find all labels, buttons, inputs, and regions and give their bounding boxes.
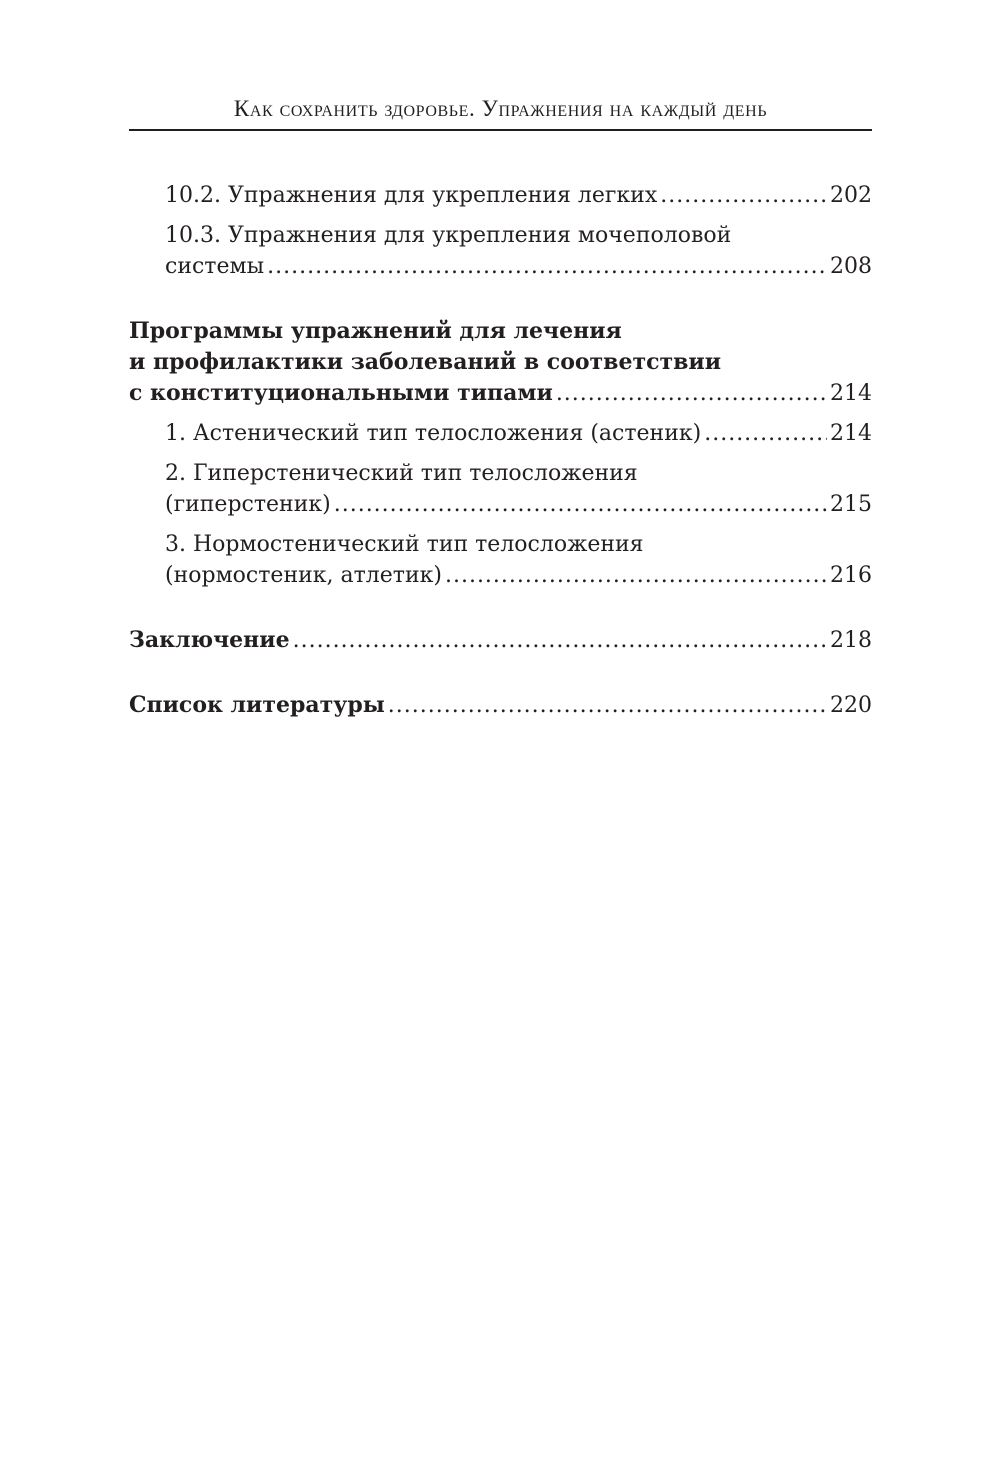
dot-leader	[334, 489, 827, 520]
header-rule	[129, 129, 872, 131]
toc-entry-title: Список литературы	[129, 692, 385, 718]
toc-entry-conclusion[interactable]	[129, 625, 872, 656]
toc-entry-10-2[interactable]	[129, 180, 872, 211]
dot-leader	[704, 418, 827, 449]
toc-entry-normosthenic[interactable]	[129, 529, 872, 591]
toc-entry-bibliography[interactable]	[129, 690, 872, 721]
toc-entry-title-cont: с конституциональными типами	[129, 380, 553, 406]
dot-leader	[267, 251, 827, 282]
toc-entry-title-cont: системы	[165, 254, 265, 279]
dot-leader	[293, 625, 827, 656]
toc-entry-title: Программы упражнений для лечения	[129, 318, 622, 344]
toc-entry-hypersthenic[interactable]	[129, 458, 872, 520]
dot-leader	[445, 560, 827, 591]
toc-entry-title: 10.2. Упражнения для укрепления легких	[165, 183, 658, 208]
toc-entry-title: 3. Нормостенический тип телосложения	[165, 532, 644, 557]
page-number: 214	[830, 421, 872, 446]
toc-entry-asthenic[interactable]	[129, 418, 872, 449]
toc-entry-programs[interactable]	[129, 316, 872, 409]
running-head: Как сохранить здоровье. Упражнения на каждый день	[233, 96, 768, 121]
dot-leader	[660, 180, 827, 211]
toc-entry-title: Заключение	[129, 627, 290, 653]
toc-entry-title: 10.3. Упражнения для укрепления мочеполовой	[165, 223, 732, 248]
page-number: 202	[830, 183, 872, 208]
page-number: 218	[830, 628, 872, 653]
page-number: 215	[830, 492, 872, 517]
toc-entry-title-cont: и профилактики заболеваний в соответствии	[129, 349, 722, 375]
page-number: 216	[830, 563, 872, 588]
toc-entry-title-cont: (гиперстеник)	[165, 492, 331, 517]
page-number: 208	[830, 254, 872, 279]
table-of-contents	[129, 180, 872, 721]
page-number: 220	[830, 693, 872, 718]
toc-entry-title: 2. Гиперстенический тип телосложения	[165, 461, 638, 486]
toc-entry-title: 1. Астенический тип телосложения (астеник)	[165, 421, 702, 446]
toc-entry-10-3[interactable]	[129, 220, 872, 282]
toc-entry-title-cont: (нормостеник, атлетик)	[165, 563, 442, 588]
page-number: 214	[830, 381, 872, 406]
dot-leader	[388, 690, 827, 721]
dot-leader	[556, 378, 827, 409]
